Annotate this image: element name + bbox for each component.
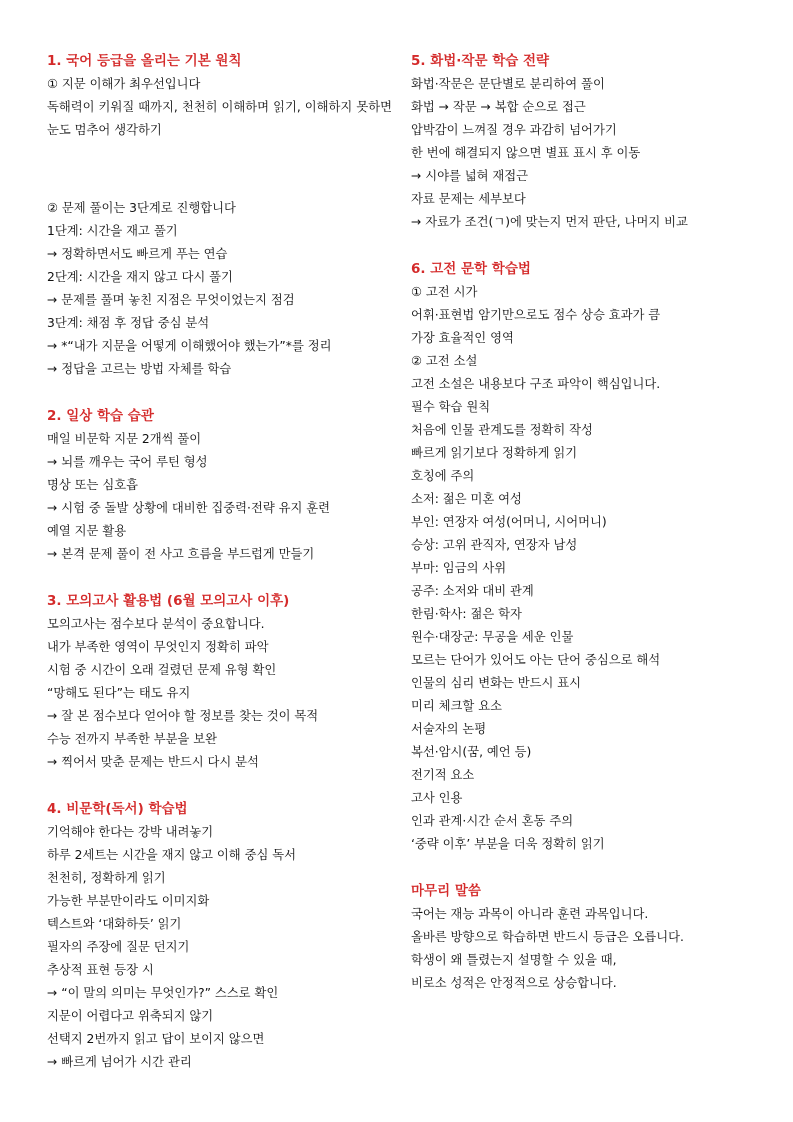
blank-line	[47, 158, 392, 181]
section	[411, 50, 746, 234]
text-line: “망해도 된다”는 태도 유지	[47, 686, 191, 700]
text-line: 예열 지문 활용	[47, 524, 127, 538]
text-line: 지문이 어렵다고 위축되지 않기	[47, 1009, 214, 1023]
text-line: 한 번에 해결되지 않으면 별표 표시 후 이동	[411, 146, 641, 160]
text-line: 화법 → 작문 → 복합 순으로 접근	[411, 100, 586, 114]
section	[47, 50, 392, 381]
text-line: 국어는 재능 과목이 아니라 훈련 과목입니다.	[411, 907, 649, 921]
section-heading: 3. 모의고사 활용법 (6월 모의고사 이후)	[47, 593, 290, 609]
text-line: 기억해야 한다는 강박 내려놓기	[47, 825, 214, 839]
text-line: 수능 전까지 부족한 부분을 보완	[47, 732, 218, 746]
text-line: → 찍어서 맞춘 문제는 반드시 다시 분석	[47, 755, 259, 769]
section	[47, 590, 392, 774]
text-line: 복선·암시(꿈, 예언 등)	[411, 745, 532, 759]
left-column	[47, 50, 392, 1098]
text-line: → 자료가 조건(ㄱ)에 맞는지 먼저 판단, 나머지 비교	[411, 215, 688, 229]
text-line: → 빠르게 넘어가 시간 관리	[47, 1055, 192, 1069]
text-line: 빠르게 읽기보다 정확하게 읽기	[411, 446, 578, 460]
text-line: 천천히, 정확하게 읽기	[47, 871, 166, 885]
text-line: → 정확하면서도 빠르게 푸는 연습	[47, 247, 228, 261]
text-line: 가능한 부분만이라도 이미지화	[47, 894, 210, 908]
section	[47, 798, 392, 1074]
section	[411, 880, 746, 995]
text-line: 시험 중 시간이 오래 걸렸던 문제 유형 확인	[47, 663, 277, 677]
section	[47, 405, 392, 566]
text-line: 3단계: 채점 후 정답 중심 분석	[47, 316, 210, 330]
text-line: 학생이 왜 틀렸는지 설명할 수 있을 때,	[411, 953, 617, 967]
text-line: 독해력이 키워질 때까지, 천천히 이해하며 읽기, 이해하지 못하면 눈도 멈추어 생각하기	[47, 100, 392, 137]
text-line: 처음에 인물 관계도를 정확히 작성	[411, 423, 593, 437]
text-line: 부인: 연장자 여성(어머니, 시어머니)	[411, 515, 607, 529]
text-line: → 본격 문제 풀이 전 사고 흐름을 부드럽게 만들기	[47, 547, 315, 561]
text-line: 내가 부족한 영역이 무엇인지 정확히 파악	[47, 640, 269, 654]
text-line: 인물의 심리 변화는 반드시 표시	[411, 676, 582, 690]
text-line: 2단계: 시간을 재지 않고 다시 풀기	[47, 270, 233, 284]
text-line: 고사 인용	[411, 791, 463, 805]
text-line: 고전 소설은 내용보다 구조 파악이 핵심입니다.	[411, 377, 661, 391]
text-line: 모르는 단어가 있어도 아는 단어 중심으로 해석	[411, 653, 661, 667]
text-line: 텍스트와 ‘대화하듯’ 읽기	[47, 917, 182, 931]
text-line: 1단계: 시간을 재고 풀기	[47, 224, 178, 238]
text-line: → 뇌를 깨우는 국어 루틴 형성	[47, 455, 208, 469]
text-line: → 문제를 풀며 놓친 지점은 무엇이었는지 점검	[47, 293, 295, 307]
text-line: 추상적 표현 등장 시	[47, 963, 154, 977]
text-line: → “이 말의 의미는 무엇인가?” 스스로 확인	[47, 986, 279, 1000]
text-line: 어휘·표현법 암기만으로도 점수 상승 효과가 큼	[411, 308, 661, 322]
text-line: 압박감이 느껴질 경우 과감히 넘어가기	[411, 123, 617, 137]
right-column	[411, 50, 746, 1019]
section-heading: 2. 일상 학습 습관	[47, 408, 154, 424]
text-line: 선택지 2번까지 읽고 답이 보이지 않으면	[47, 1032, 265, 1046]
text-line: ① 고전 시가	[411, 285, 478, 299]
text-line: 화법·작문은 문단별로 분리하여 풀이	[411, 77, 605, 91]
text-line: 필자의 주장에 질문 던지기	[47, 940, 190, 954]
text-line: 승상: 고위 관직자, 연장자 남성	[411, 538, 578, 552]
text-line: 비로소 성적은 안정적으로 상승합니다.	[411, 976, 617, 990]
text-line: → 시야를 넓혀 재접근	[411, 169, 529, 183]
text-line: ① 지문 이해가 최우선입니다	[47, 77, 201, 91]
text-line: 가장 효율적인 영역	[411, 331, 514, 345]
text-line: 공주: 소저와 대비 관계	[411, 584, 534, 598]
section	[411, 258, 746, 856]
text-line: → 잘 본 점수보다 얻어야 할 정보를 찾는 것이 목적	[47, 709, 319, 723]
text-line: → 시험 중 돌발 상황에 대비한 집중력·전략 유지 훈련	[47, 501, 331, 515]
text-line: 한림·학사: 젊은 학자	[411, 607, 522, 621]
text-line: 인과 관계·시간 순서 혼동 주의	[411, 814, 574, 828]
text-line: ② 고전 소설	[411, 354, 478, 368]
text-line: 원수·대장군: 무공을 세운 인물	[411, 630, 574, 644]
section-heading: 4. 비문학(독서) 학습법	[47, 801, 188, 817]
text-line: 모의고사는 점수보다 분석이 중요합니다.	[47, 617, 265, 631]
text-line: 서술자의 논평	[411, 722, 487, 736]
section-heading: 마무리 말씀	[411, 883, 481, 899]
text-line: ‘중략 이후’ 부분을 더욱 정확히 읽기	[411, 837, 605, 851]
text-line: 명상 또는 심호흡	[47, 478, 138, 492]
text-line: → *“내가 지문을 어떻게 이해했어야 했는가”*를 정리	[47, 339, 332, 353]
text-line: 미리 체크할 요소	[411, 699, 502, 713]
text-line: 올바른 방향으로 학습하면 반드시 등급은 오릅니다.	[411, 930, 684, 944]
section-heading: 1. 국어 등급을 올리는 기본 원칙	[47, 53, 242, 69]
text-line: 매일 비문학 지문 2개씩 풀이	[47, 432, 202, 446]
text-line: 호칭에 주의	[411, 469, 475, 483]
section-heading: 6. 고전 문학 학습법	[411, 261, 531, 277]
text-line: 소저: 젊은 미혼 여성	[411, 492, 522, 506]
text-line: 하루 2세트는 시간을 재지 않고 이해 중심 독서	[47, 848, 297, 862]
text-line: 전기적 요소	[411, 768, 475, 782]
text-line: ② 문제 풀이는 3단계로 진행합니다	[47, 201, 236, 215]
text-line: → 정답을 고르는 방법 자체를 학습	[47, 362, 232, 376]
section-heading: 5. 화법·작문 학습 전략	[411, 53, 550, 69]
text-line: 필수 학습 원칙	[411, 400, 491, 414]
text-line: 자료 문제는 세부보다	[411, 192, 526, 206]
text-line: 부마: 임금의 사위	[411, 561, 507, 575]
